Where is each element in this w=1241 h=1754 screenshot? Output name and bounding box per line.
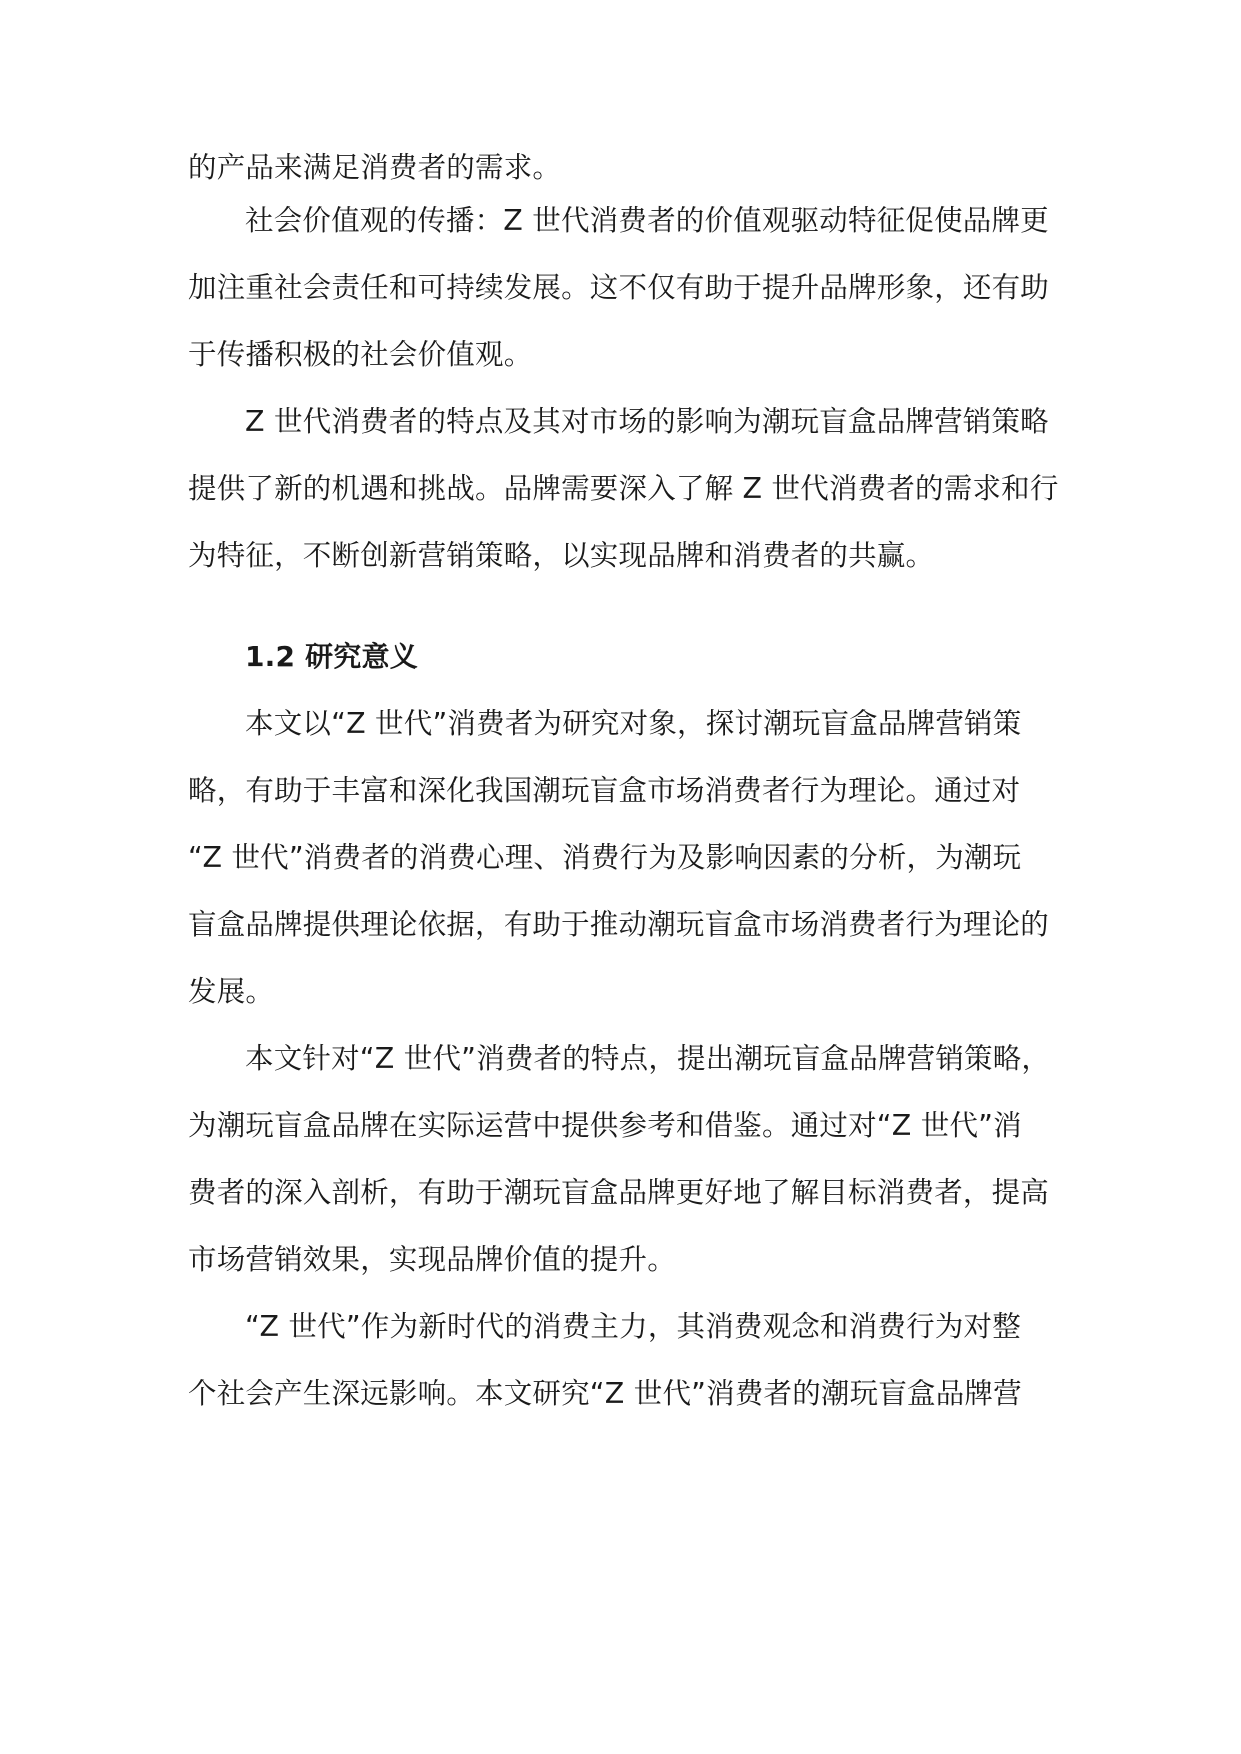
- text-line: 提供了新的机遇和挑战。品牌需要深入了解 Z 世代消费者的需求和行: [188, 472, 1059, 505]
- text-line: 社会价值观的传播：Z 世代消费者的价值观驱动特征促使品牌更: [245, 204, 1049, 237]
- text-line: 略，有助于丰富和深化我国潮玩盲盒市场消费者行为理论。通过对: [188, 774, 1021, 807]
- text-line: 的产品来满足消费者的需求。: [188, 151, 562, 184]
- text-line: 于传播积极的社会价值观。: [188, 338, 533, 371]
- text-line: 为潮玩盲盒品牌在实际运营中提供参考和借鉴。通过对“Z 世代”消: [188, 1109, 1022, 1142]
- text-line: 本文以“Z 世代”消费者为研究对象，探讨潮玩盲盒品牌营销策: [245, 707, 1022, 740]
- text-line: 发展。: [188, 975, 275, 1008]
- text-line: 费者的深入剖析，有助于潮玩盲盒品牌更好地了解目标消费者，提高: [188, 1176, 1050, 1209]
- text-line: 加注重社会责任和可持续发展。这不仅有助于提升品牌形象，还有助: [188, 271, 1050, 304]
- text-line: “Z 世代”消费者的消费心理、消费行为及影响因素的分析，为潮玩: [188, 841, 1022, 874]
- text-line: 为特征，不断创新营销策略，以实现品牌和消费者的共赢。: [188, 539, 935, 572]
- section-heading: 1.2 研究意义: [245, 640, 418, 673]
- text-line: “Z 世代”作为新时代的消费主力，其消费观念和消费行为对整: [245, 1310, 1021, 1343]
- text-line: Z 世代消费者的特点及其对市场的影响为潮玩盲盒品牌营销策略: [245, 405, 1049, 438]
- text-line: 本文针对“Z 世代”消费者的特点，提出潮玩盲盒品牌营销策略，: [245, 1042, 1051, 1075]
- text-line: 盲盒品牌提供理论依据，有助于推动潮玩盲盒市场消费者行为理论的: [188, 908, 1050, 941]
- text-line: 市场营销效果，实现品牌价值的提升。: [188, 1243, 676, 1276]
- text-line: 个社会产生深远影响。本文研究“Z 世代”消费者的潮玩盲盒品牌营: [188, 1377, 1022, 1410]
